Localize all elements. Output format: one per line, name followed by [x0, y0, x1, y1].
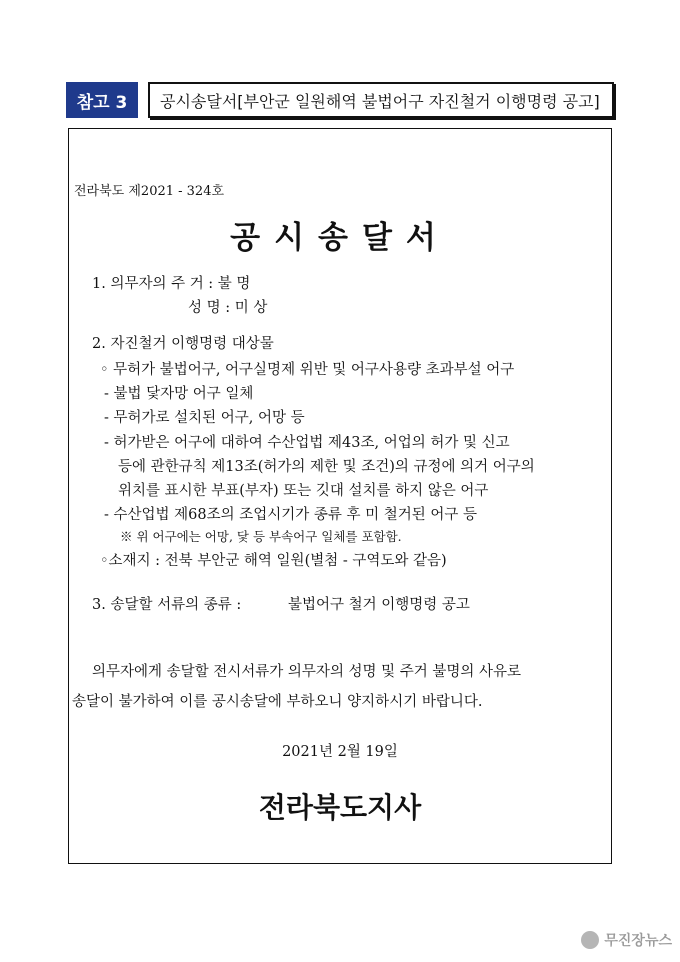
header-title: 공시송달서[부안군 일원해역 불법어구 자진철거 이행명령 공고]	[148, 82, 614, 118]
watermark-text: 무진장뉴스	[604, 933, 672, 949]
target-item: - 허가받은 어구에 대하여 수산업법 제43조, 어업의 허가 및 신고	[104, 435, 510, 451]
location-line: ◦소재지 : 전북 부안군 해역 일원(별첨 - 구역도와 같음)	[100, 553, 447, 569]
notice-paragraph-line1: 의무자에게 송달할 전시서류가 의무자의 성명 및 주거 불명의 사유로	[92, 664, 522, 680]
target-item: - 불법 닻자망 어구 일체	[104, 386, 254, 402]
section3-value: 불법어구 철거 이행명령 공고	[288, 597, 470, 613]
target-item: - 수산업법 제68조의 조업시기가 종류 후 미 철거된 어구 등	[104, 507, 477, 523]
target-item: - 무허가로 설치된 어구, 어망 등	[104, 410, 305, 426]
section3-label: 3. 송달할 서류의 종류 :	[92, 597, 242, 613]
watermark	[581, 930, 672, 950]
obligor-name: 성 명 : 미 상	[188, 300, 268, 316]
document-number: 전라북도 제2021 - 324호	[74, 184, 225, 199]
notice-date: 2021년 2월 19일	[282, 744, 398, 760]
target-item: ◦ 무허가 불법어구, 어구실명제 위반 및 어구사용량 초과부설 어구	[100, 362, 515, 378]
document-title: 공시송달서	[230, 220, 450, 256]
obligor-address: 1. 의무자의 주 거 : 불 명	[92, 276, 251, 292]
reference-tag: 참고 3	[66, 82, 138, 118]
target-item: 위치를 표시한 부표(부자) 또는 깃대 설치를 하지 않은 어구	[118, 483, 489, 499]
section2-heading: 2. 자진철거 이행명령 대상물	[92, 336, 274, 352]
header-row	[66, 82, 614, 118]
issuer-name: 전라북도지사	[258, 791, 422, 824]
target-note: ※ 위 어구에는 어망, 닻 등 부속어구 일체를 포함함.	[120, 529, 402, 544]
target-item: 등에 관한규칙 제13조(허가의 제한 및 조건)의 규정에 의거 어구의	[118, 459, 535, 475]
notice-paragraph-line2: 송달이 불가하여 이를 공시송달에 부하오니 양지하시기 바랍니다.	[72, 694, 483, 710]
logo-icon	[581, 931, 599, 949]
